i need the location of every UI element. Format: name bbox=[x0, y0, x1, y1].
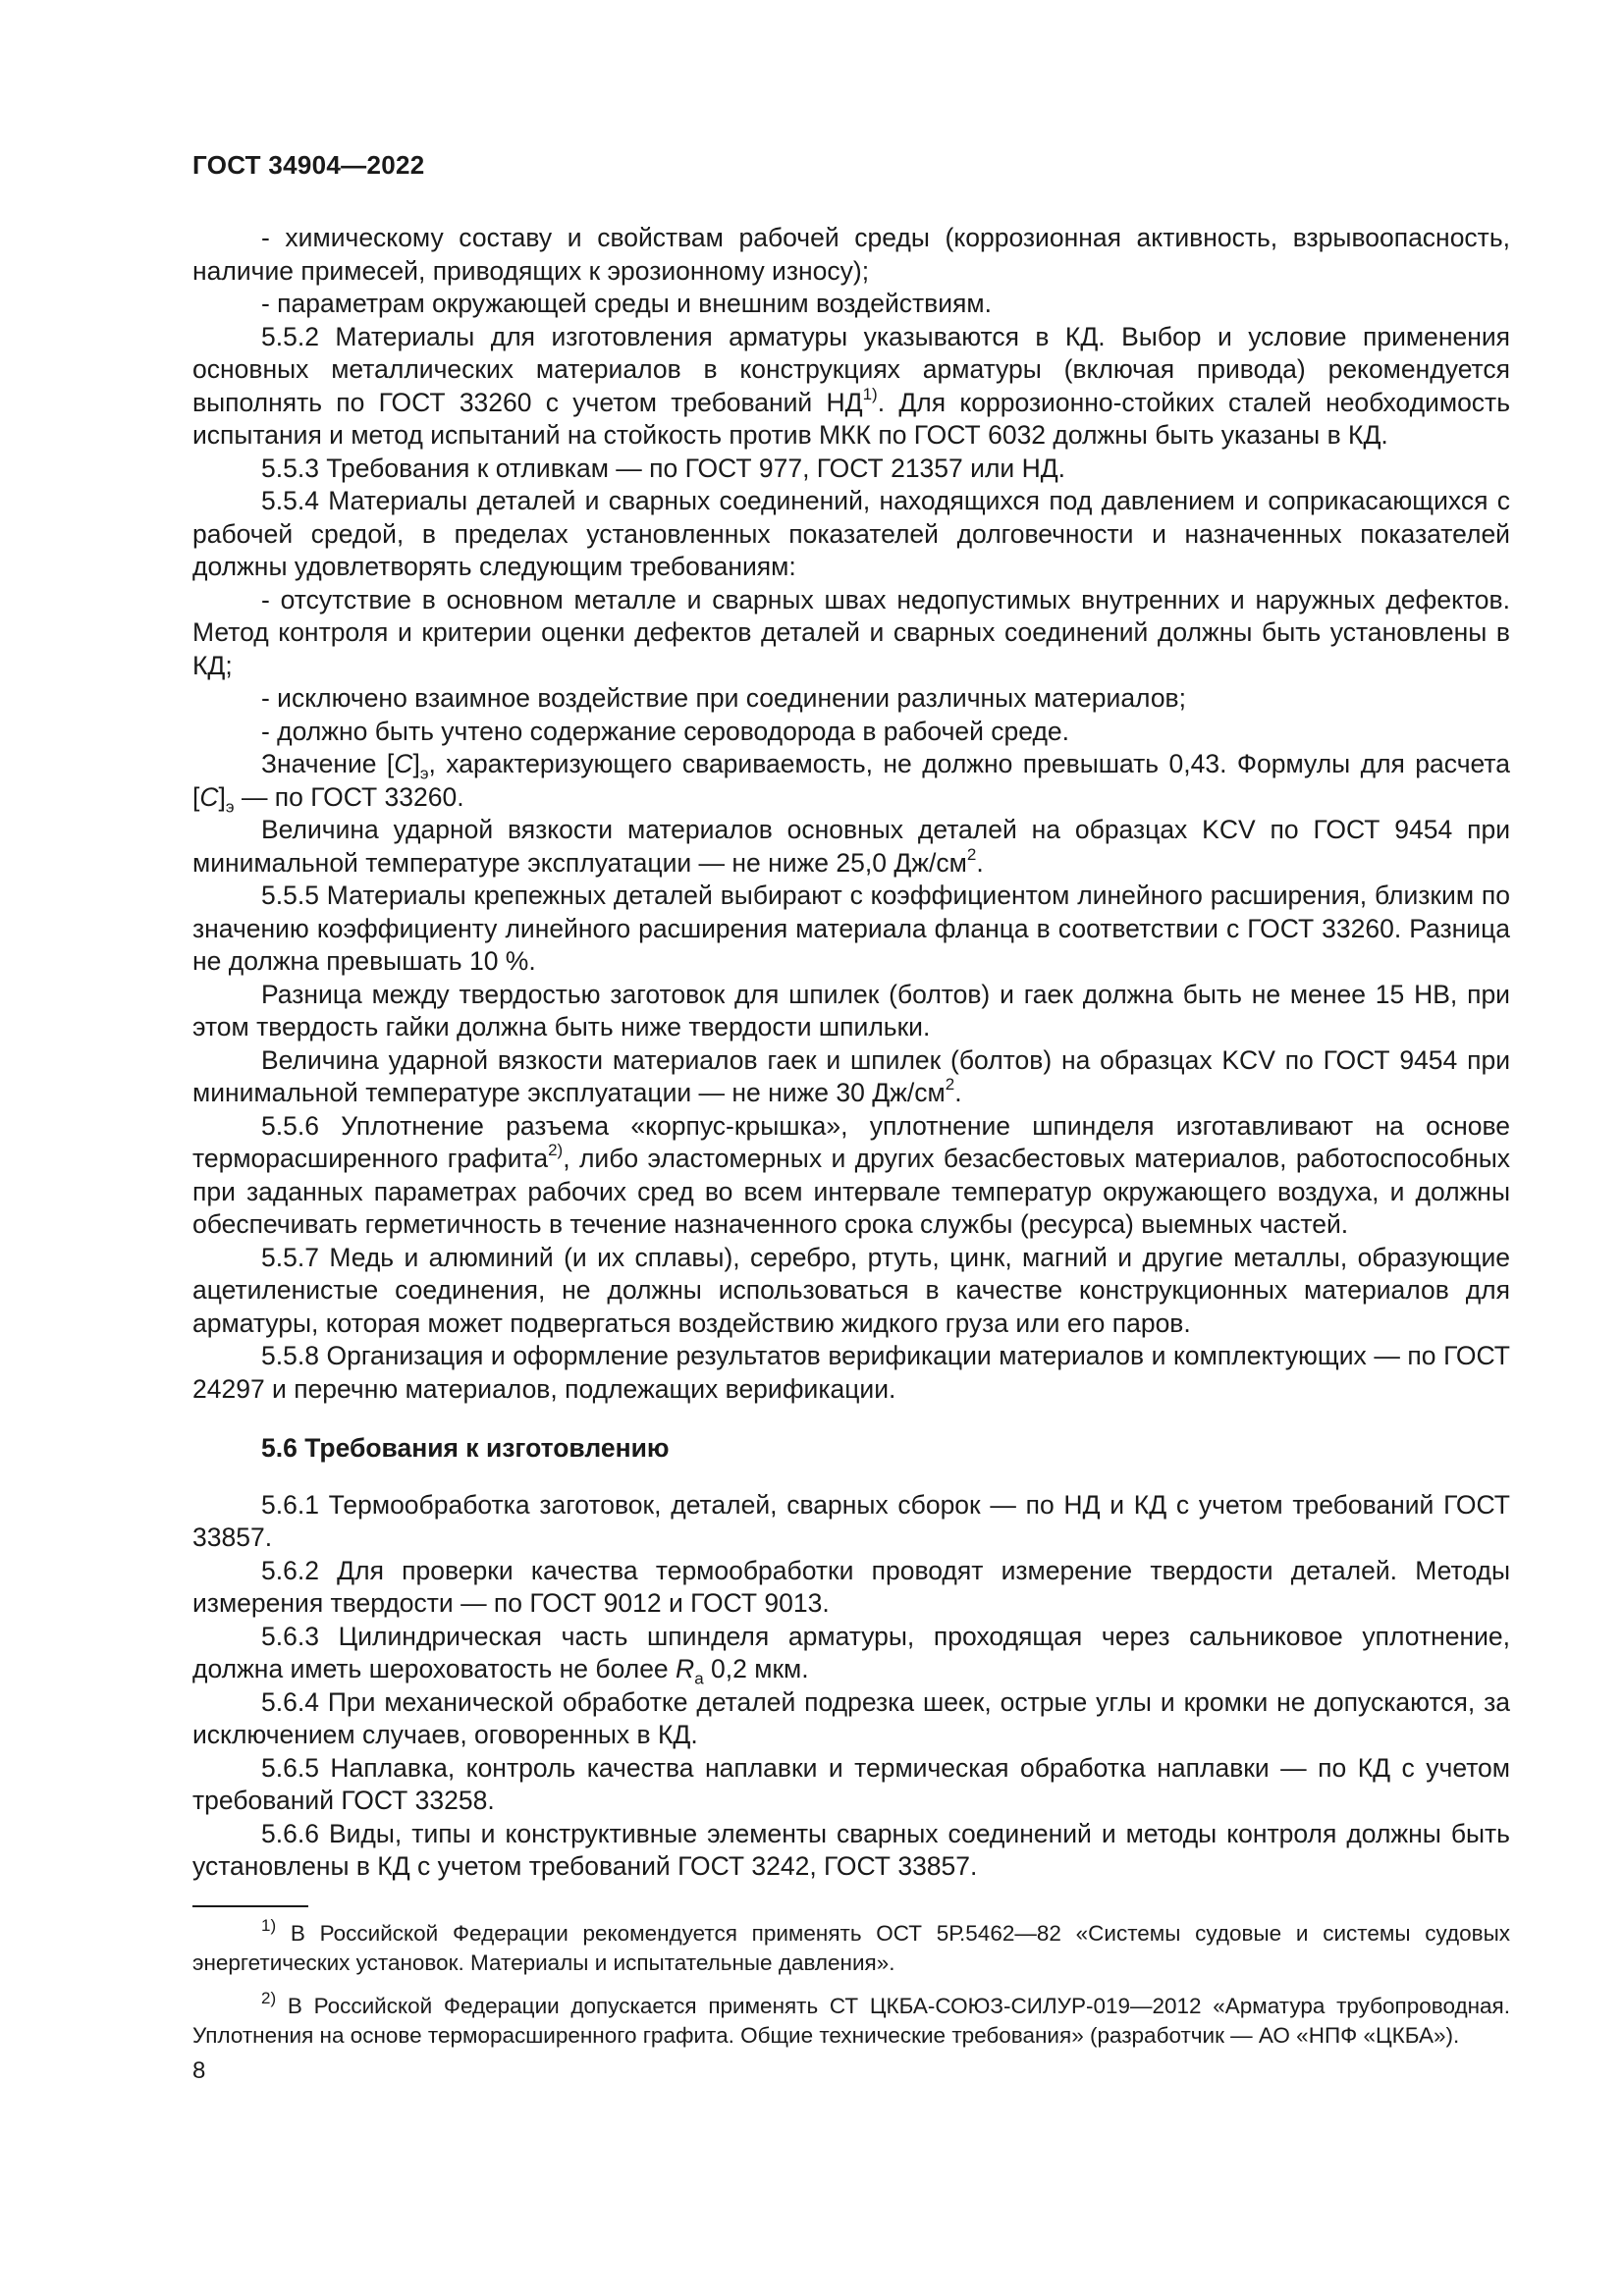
text-run: ] bbox=[218, 781, 226, 812]
paragraph bbox=[192, 222, 1510, 288]
text-run: 5.6.6 Виды, типы и конструктивные элементы сварных соединений и методы контроля должны быть установлены в КД с учетом требований ГОСТ 3242, ГОСТ 33857. bbox=[192, 1818, 1510, 1881]
subscript: a bbox=[694, 1669, 704, 1688]
footnote bbox=[192, 1915, 1510, 1978]
paragraph bbox=[192, 288, 1510, 321]
text-run: Разница между твердостью заготовок для шпилек (болтов) и гаек должна быть не менее 15 НВ, при этом твердость гайки должна быть ниже твердости шпильки. bbox=[192, 979, 1510, 1041]
paragraph bbox=[192, 1044, 1510, 1110]
paragraph bbox=[192, 1621, 1510, 1686]
paragraph bbox=[192, 979, 1510, 1044]
superscript: 2 bbox=[945, 1075, 955, 1095]
text-run: - химическому составу и свойствам рабочей среды (коррозионная активность, взрывоопасность, наличие примесей, приводящих к эрозионному износу); bbox=[192, 223, 1510, 286]
text-run: 5.5.5 Материалы крепежных деталей выбирают с коэффициентом линейного расширения, близким по значению коэффициенту линейного расширения материала фланца в соответствии с ГОСТ 33260. Разница не должна превышать 10 %. bbox=[192, 881, 1510, 976]
text-run: 5.5.7 Медь и алюминий (и их сплавы), серебро, ртуть, цинк, магний и другие металлы, образующие ацетиленистые соединения, не должны использоваться в качестве конструкционных материалов для арматуры, которая может подвергаться воздействию жидкого груза или его паров. bbox=[192, 1242, 1510, 1338]
text-run: 0,2 мкм. bbox=[703, 1654, 809, 1683]
text-run: 5.5.2 Материалы для изготовления арматуры указываются в КД. Выбор и условие применения основных металлических материалов в конструкциях арматуры (включая привода) рекомендуется выполнять по ГОСТ 33260 с учетом требований НД bbox=[192, 321, 1510, 417]
text-run: — по ГОСТ 33260. bbox=[234, 781, 464, 812]
text-run: 5.5.4 Материалы деталей и сварных соединений, находящихся под давлением и соприкасающихся с рабочей средой, в пределах установленных показателей долговечности и назначенных показателей должны удовлетворять следующим требованиям: bbox=[192, 486, 1510, 581]
text-run: , либо эластомерных и других безасбестовых материалов, работоспособных при заданных параметрах рабочих сред во всем интервале температур окружающего воздуха, и должны обеспечивать герметичность в течение назначенного срока службы (ресурса) выемных частей. bbox=[192, 1144, 1510, 1239]
paragraph bbox=[192, 814, 1510, 880]
text-run: 5.6.5 Наплавка, контроль качества наплавки и термическая обработка наплавки — по КД с учетом требований ГОСТ 33258. bbox=[192, 1752, 1510, 1815]
italic-text: C bbox=[199, 781, 219, 812]
superscript: 1) bbox=[261, 1915, 277, 1935]
italic-text: C bbox=[394, 749, 413, 778]
paragraph bbox=[192, 716, 1510, 749]
footnote-gap bbox=[192, 1978, 1510, 1992]
text-run: . bbox=[976, 847, 984, 878]
text-run: 5.6.4 При механической обработке деталей подрезка шеек, острые углы и кромки не допускаются, за исключением случаев, оговоренных в КД. bbox=[192, 1686, 1510, 1749]
paragraph bbox=[192, 1242, 1510, 1341]
text-run: 5.5.3 Требования к отливкам — по ГОСТ 977, ГОСТ 21357 или НД. bbox=[261, 453, 1066, 483]
section-5-5-paragraphs bbox=[192, 222, 1510, 1406]
text-run: 5.5.6 Уплотнение разъема «корпус-крышка», уплотнение шпинделя изготавливают на основе терморасширенного графита bbox=[192, 1110, 1510, 1173]
text-run: , характеризующего свариваемость, не должно превышать 0,43. Формулы для расчета [ bbox=[192, 749, 1510, 812]
text-run: - отсутствие в основном металле и сварных швах недопустимых внутренних и наружных дефектов. Метод контроля и критерии оценки дефектов деталей и сварных соединений должны быть установлены в КД; bbox=[192, 584, 1510, 680]
superscript: 1) bbox=[862, 384, 878, 403]
paragraph bbox=[192, 584, 1510, 683]
footnote-separator bbox=[192, 1905, 308, 1907]
text-run: 5.6.2 Для проверки качества термообработки проводят измерение твердости деталей. Методы измерения твердости — по ГОСТ 9012 и ГОСТ 9013. bbox=[192, 1555, 1510, 1618]
paragraph bbox=[192, 682, 1510, 716]
paragraph bbox=[192, 485, 1510, 584]
text-run: - параметрам окружающей среды и внешним воздействиям. bbox=[261, 289, 992, 318]
text-run: Величина ударной вязкости материалов гаек и шпилек (болтов) на образцах KCV по ГОСТ 9454 при минимальной температуре эксплуатации — не ниже 30 Дж/см bbox=[192, 1044, 1510, 1107]
text-run: - исключено взаимное воздействие при соединении различных материалов; bbox=[261, 683, 1186, 713]
paragraph bbox=[192, 748, 1510, 814]
superscript: 2) bbox=[548, 1141, 564, 1160]
text-run: 5.6.3 Цилиндрическая часть шпинделя арматуры, проходящая через сальниковое уплотнение, должна иметь шероховатость не более bbox=[192, 1621, 1510, 1683]
text-run: В Российской Федерации допускается применять СТ ЦКБА-СОЮЗ-СИЛУР-019—2012 «Арматура трубопроводная. Уплотнения на основе терморасширенного графита. Общие технические требования» (разработчик — АО «НПФ «ЦКБА»). bbox=[192, 1994, 1510, 2048]
text-run: ] bbox=[412, 749, 420, 778]
document-header: ГОСТ 34904—2022 bbox=[192, 150, 425, 180]
paragraph bbox=[192, 1489, 1510, 1555]
text-run: . Для коррозионно-стойких сталей необходимость испытания и метод испытаний на стойкость против МКК по ГОСТ 6032 должны быть указаны в КД. bbox=[192, 387, 1510, 450]
footnote bbox=[192, 1988, 1510, 2051]
superscript: 2) bbox=[261, 1988, 277, 2007]
paragraph bbox=[192, 1752, 1510, 1818]
text-run: . bbox=[954, 1078, 962, 1107]
text-run: 5.5.8 Организация и оформление результатов верификации материалов и комплектующих — по ГОСТ 24297 и перечню материалов, подлежащих верификации. bbox=[192, 1341, 1510, 1404]
text-run: - должно быть учтено содержание сероводорода в рабочей среде. bbox=[261, 716, 1070, 746]
paragraph bbox=[192, 1686, 1510, 1752]
paragraph bbox=[192, 1555, 1510, 1621]
section-heading: 5.6 Требования к изготовлению bbox=[261, 1433, 670, 1463]
paragraph bbox=[192, 1818, 1510, 1884]
text-run: Величина ударной вязкости материалов основных деталей на образцах KCV по ГОСТ 9454 при минимальной температуре эксплуатации — не ниже 25,0 Дж/см bbox=[192, 815, 1510, 878]
paragraph bbox=[192, 880, 1510, 979]
document-body bbox=[192, 222, 1510, 1884]
page-number: 8 bbox=[192, 2057, 206, 2084]
section-5-6-paragraphs bbox=[192, 1489, 1510, 1884]
italic-text: R bbox=[676, 1654, 695, 1683]
paragraph bbox=[192, 1110, 1510, 1242]
footnotes bbox=[192, 1915, 1510, 2051]
paragraph bbox=[192, 1340, 1510, 1406]
text-run: В Российской Федерации рекомендуется применять ОСТ 5Р.5462—82 «Системы судовые и системы судовых энергетических установок. Материалы и испытательные давления». bbox=[192, 1921, 1510, 1975]
subscript: э bbox=[225, 796, 235, 816]
text-run: 5.6.1 Термообработка заготовок, деталей, сварных сборок — по НД и КД с учетом требований ГОСТ 33857. bbox=[192, 1489, 1510, 1552]
paragraph bbox=[192, 321, 1510, 453]
subscript: э bbox=[419, 764, 429, 783]
superscript: 2 bbox=[966, 844, 977, 864]
paragraph bbox=[192, 453, 1510, 486]
text-run: Значение [ bbox=[261, 749, 395, 778]
